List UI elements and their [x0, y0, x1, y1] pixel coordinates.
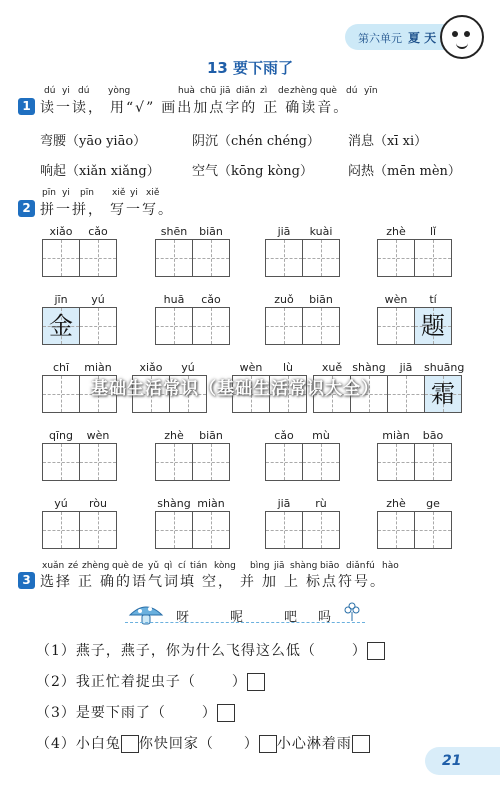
writing-cell[interactable] [387, 375, 425, 413]
grid-pinyin: zuǒ [274, 293, 294, 306]
cell-character [43, 444, 79, 480]
punctuation-box[interactable] [259, 735, 277, 753]
writing-cell[interactable] [377, 443, 415, 481]
writing-cell[interactable] [132, 375, 170, 413]
lesson-title: 13 要下雨了 [206, 59, 294, 77]
writing-cell[interactable] [42, 307, 80, 345]
cell-character [156, 444, 192, 480]
grid-pinyin: bāo [422, 429, 444, 442]
writing-cell[interactable] [155, 307, 193, 345]
grid-pinyin: tí [429, 293, 437, 306]
cell-character [80, 376, 116, 412]
writing-cell[interactable] [42, 511, 80, 549]
cell-character [193, 512, 229, 548]
cell-character [233, 376, 269, 412]
cell-character [80, 240, 116, 276]
grid-pinyin: cǎo [274, 429, 294, 442]
writing-cell[interactable] [79, 239, 117, 277]
grid-pinyin: cǎo [88, 225, 108, 238]
sentence-3: （3）是要下雨了（ ） [36, 702, 235, 722]
writing-cell[interactable] [414, 511, 452, 549]
mascot-icon [440, 15, 484, 59]
section1-instruction: 读一读， 用“√” 画出加点字的 正 确读音。 [40, 100, 350, 116]
vocab-item-1: 弯腰（yāo yiāo） [40, 134, 147, 149]
cell-character [193, 240, 229, 276]
writing-cell[interactable] [302, 307, 340, 345]
writing-cell[interactable] [79, 375, 117, 413]
cell-character [415, 512, 451, 548]
cell-character [351, 376, 387, 412]
grid-pinyin: miàn [84, 361, 112, 374]
flower-icon [340, 598, 364, 622]
writing-cell[interactable] [414, 443, 452, 481]
writing-cell[interactable] [302, 443, 340, 481]
grid-pinyin: miàn [197, 497, 225, 510]
grid-pinyin: kuài [309, 225, 333, 238]
punctuation-box[interactable] [217, 704, 235, 722]
vocab-item-5: 空气（kōng kòng） [192, 164, 313, 179]
grid-pinyin: cǎo [201, 293, 221, 306]
grid-pinyin: rù [315, 497, 327, 510]
grid-pinyin: huā [163, 293, 185, 306]
section1-number-badge: 1 [18, 98, 35, 115]
grid-pinyin: mù [312, 429, 330, 442]
cell-character [80, 512, 116, 548]
particle-word: 吧 [284, 610, 298, 625]
cell-character [378, 308, 414, 344]
grid-pinyin: biān [199, 225, 223, 238]
grid-pinyin: shēn [160, 225, 188, 238]
writing-cell[interactable] [377, 307, 415, 345]
grid-pinyin: ge [426, 497, 440, 510]
page-number-tab [425, 747, 500, 775]
grid-pinyin: wèn [239, 361, 263, 374]
cell-character [378, 512, 414, 548]
cell-character [193, 444, 229, 480]
grid-pinyin: shàng [157, 497, 191, 510]
grid-pinyin: qīng [49, 429, 73, 442]
punctuation-box[interactable] [121, 735, 139, 753]
writing-cell[interactable] [79, 443, 117, 481]
writing-cell[interactable] [269, 375, 307, 413]
writing-cell[interactable] [265, 511, 303, 549]
cell-character [378, 240, 414, 276]
cell-character [303, 512, 339, 548]
grid-pinyin: wèn [384, 293, 408, 306]
cell-character [266, 512, 302, 548]
unit-label: 第六单元 [358, 32, 402, 45]
writing-cell[interactable] [232, 375, 270, 413]
cell-character [415, 444, 451, 480]
particle-word: 呢 [230, 610, 244, 625]
grid-pinyin: xuě [321, 361, 343, 374]
grid-pinyin: jiā [399, 361, 413, 374]
grid-pinyin: biān [199, 429, 223, 442]
sentence-1: （1）燕子，燕子，你为什么飞得这么低（ ） [36, 640, 385, 660]
cell-character [193, 308, 229, 344]
grid-pinyin: lù [282, 361, 294, 374]
particle-word: 呀 [176, 610, 190, 625]
section2-number-badge: 2 [18, 200, 35, 217]
grid-pinyin: xiǎo [49, 225, 73, 238]
cell-character [43, 240, 79, 276]
cell-character [266, 444, 302, 480]
cell-character [303, 444, 339, 480]
grid-pinyin: yú [91, 293, 105, 306]
grid-pinyin: miàn [382, 429, 410, 442]
writing-cell[interactable] [169, 375, 207, 413]
cell-character [303, 240, 339, 276]
cell-character [43, 512, 79, 548]
writing-cell[interactable] [192, 239, 230, 277]
vocab-item-4: 响起（xiǎn xiǎng） [40, 164, 160, 179]
grid-pinyin: zhè [386, 225, 406, 238]
vocab-item-2: 阴沉（chén chéng） [192, 134, 320, 149]
writing-cell[interactable] [350, 375, 388, 413]
writing-cell[interactable] [42, 239, 80, 277]
writing-cell[interactable] [302, 511, 340, 549]
grid-pinyin: lǐ [429, 225, 437, 238]
writing-cell[interactable] [377, 511, 415, 549]
grid-pinyin: wèn [86, 429, 110, 442]
grid-pinyin: jiā [277, 497, 291, 510]
cell-character [303, 308, 339, 344]
season-label: 夏 天 [408, 31, 437, 45]
writing-cell[interactable] [155, 443, 193, 481]
grid-pinyin: shuāng [424, 361, 465, 374]
writing-cell[interactable] [424, 375, 462, 413]
page-number: 21 [442, 753, 462, 769]
cell-character [43, 376, 79, 412]
punctuation-box[interactable] [247, 673, 265, 691]
writing-cell[interactable] [155, 239, 193, 277]
writing-cell[interactable] [265, 307, 303, 345]
grid-pinyin: zhè [386, 497, 406, 510]
grid-pinyin: jīn [54, 293, 68, 306]
cell-character [415, 240, 451, 276]
section2-instruction: 拼一拼， 写一写。 [40, 202, 174, 218]
watermark-overlay: 基础生活常识（基础生活常识大全） [91, 379, 379, 399]
grid-pinyin: zhè [164, 429, 184, 442]
writing-cell[interactable] [192, 511, 230, 549]
cell-character [266, 240, 302, 276]
cell-character [170, 376, 206, 412]
punctuation-box[interactable] [352, 735, 370, 753]
grid-pinyin: chī [52, 361, 70, 374]
sentence-4: （4）小白兔 你快回家（ ） 小心淋着雨 [36, 733, 370, 753]
grid-pinyin: shàng [352, 361, 386, 374]
writing-cell[interactable] [377, 239, 415, 277]
writing-cell[interactable] [79, 511, 117, 549]
writing-cell[interactable] [42, 375, 80, 413]
cell-character [80, 444, 116, 480]
cell-character [270, 376, 306, 412]
cell-character [156, 512, 192, 548]
writing-cell[interactable] [265, 443, 303, 481]
writing-cell[interactable] [155, 511, 193, 549]
cell-character: 题 [421, 312, 445, 340]
grid-pinyin: biān [309, 293, 333, 306]
section3-instruction: 选择 正 确的语气词填 空， 并 加 上 标点符号。 [40, 574, 386, 590]
writing-cell[interactable] [414, 239, 452, 277]
grid-pinyin: xiǎo [139, 361, 163, 374]
writing-cell[interactable] [192, 443, 230, 481]
writing-cell[interactable] [302, 239, 340, 277]
cell-character [156, 308, 192, 344]
writing-cell[interactable] [414, 307, 452, 345]
grid-pinyin: jiā [277, 225, 291, 238]
writing-cell[interactable] [192, 307, 230, 345]
sentence-2: （2）我正忙着捉虫子（ ） [36, 671, 265, 691]
grid-pinyin: ròu [89, 497, 107, 510]
cell-character [266, 308, 302, 344]
grid-pinyin: yú [181, 361, 195, 374]
cell-character [388, 376, 424, 412]
cell-character [133, 376, 169, 412]
cell-character [80, 308, 116, 344]
writing-cell[interactable] [42, 443, 80, 481]
cell-character: 金 [49, 312, 73, 340]
writing-cell[interactable] [79, 307, 117, 345]
cell-character [314, 376, 350, 412]
writing-cell[interactable] [265, 239, 303, 277]
vocab-item-6: 闷热（mēn mèn） [348, 164, 461, 179]
cell-character: 霜 [431, 380, 455, 408]
section3-number-badge: 3 [18, 572, 35, 589]
cell-character [156, 240, 192, 276]
punctuation-box[interactable] [367, 642, 385, 660]
writing-cell[interactable] [313, 375, 351, 413]
particle-word: 吗 [318, 610, 332, 625]
cell-character [378, 444, 414, 480]
vocab-item-3: 消息（xī xi） [348, 134, 428, 149]
grid-pinyin: yú [54, 497, 68, 510]
